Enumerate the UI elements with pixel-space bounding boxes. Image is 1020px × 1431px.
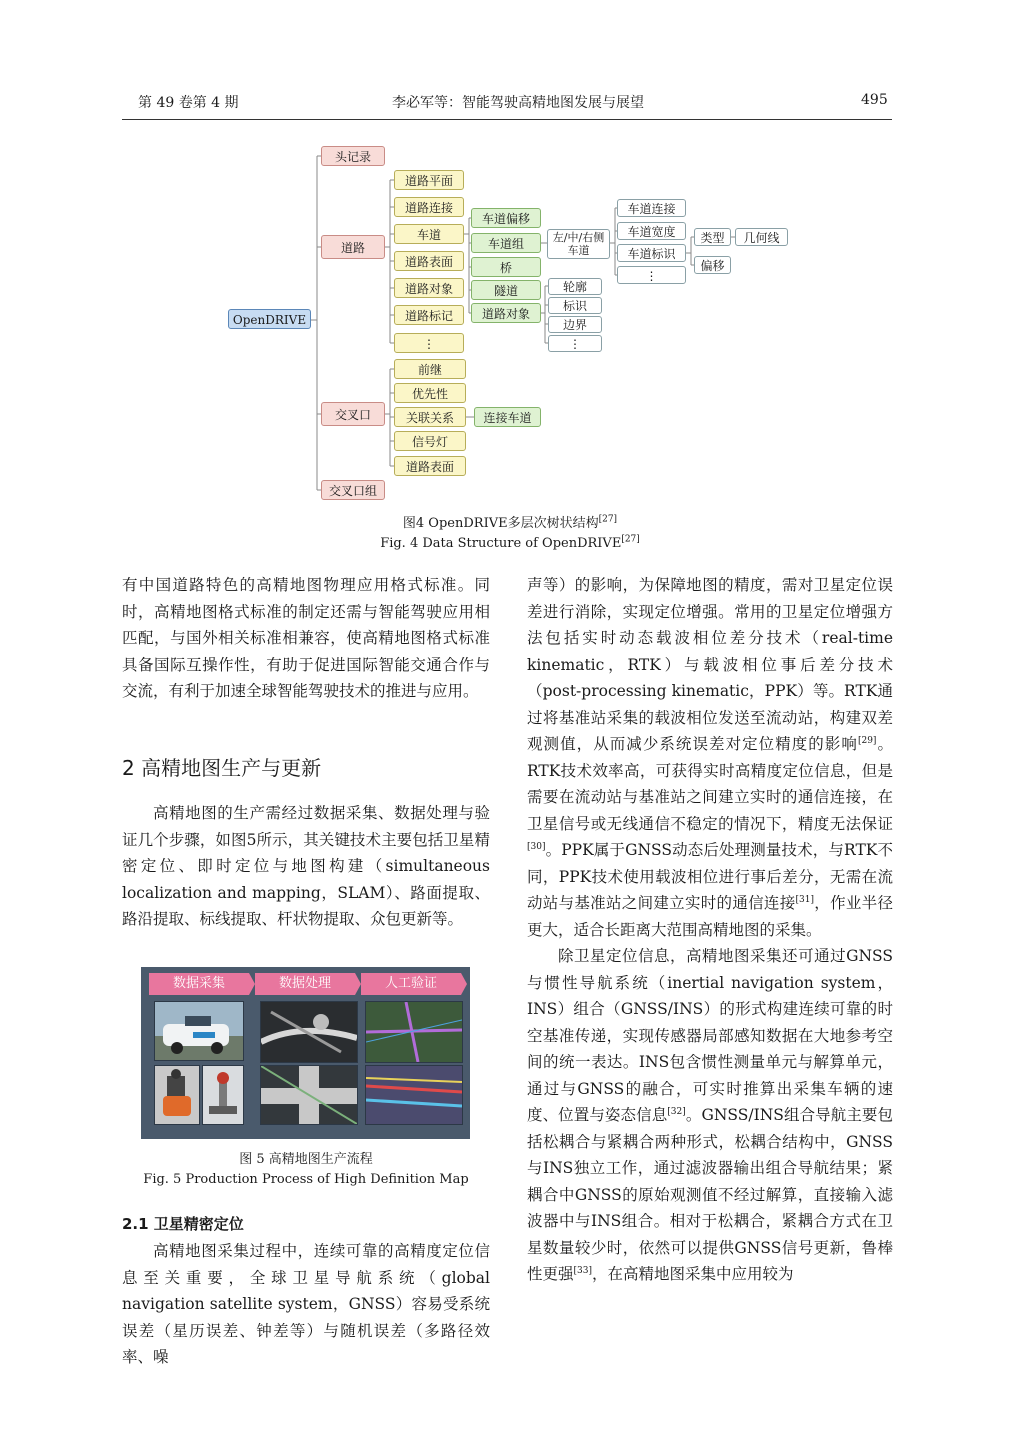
left-col-para-1 [122,572,490,705]
fig5-caption-en: Fig. 5 Production Process of High Definition Map [143,1172,469,1187]
left-para-3-text: 高精地图采集过程中，连续可靠的高精度定位信息至关重要，全球卫星导航系统（global navigation satellite system，GNSS）容易受系统误差（星历误差、钟差等）与随机误差（多路径效率、噪 [122,1242,490,1366]
right-para-1b: 。RTK技术效率高，可获得实时高精度定位信息，但是需要在流动站与基准站之间建立实时的通信连接，在卫星信号或无线通信不稳定的情况下，精度无法保证 [527,735,893,833]
photo-point-cloud-2 [260,1065,358,1125]
ref-31: [31] [795,894,814,905]
tree-node-junction: 交叉口 [321,402,385,426]
right-col-para-1 [527,572,893,1288]
opendrive-tree-diagram [0,0,1020,510]
tree-node-road-surface: 道路表面 [394,251,464,271]
tree-node-road-link: 道路连接 [394,197,464,217]
ref-33: [33] [573,1265,592,1276]
fig5-production-process [141,967,470,1139]
tree-connectors [0,0,1020,510]
tree-node-signal: 信号灯 [394,431,466,451]
fig4-caption-cn-text: 图4 OpenDRIVE多层次树状结构 [402,516,599,531]
tree-node-road: 道路 [321,235,385,259]
photo-survey-car [154,1001,244,1061]
tree-node-lane-offset: 车道偏移 [471,208,541,228]
running-title: 李必军等：智能驾驶高精地图发展与展望 [392,95,644,111]
fig4-caption-en [0,536,1020,551]
right-para-2c: ，在高精地图采集中应用较为 [592,1265,794,1283]
tree-node-opendrive: OpenDRIVE [228,309,311,329]
right-para-2a: 除卫星定位信息，高精地图采集还可通过GNSS与惯性导航系统（inertial navigation system，INS）组合（GNSS/INS）的形式构建连续可靠的时空基准传递，实现传感器局部感知数据在大地参考空间的统一表达。INS包含惯性测量单元与解算单元，通过与GNSS的融合，可实时推算出采集车辆的速度、位置与姿态信息 [527,947,893,1124]
tree-node-junction-group: 交叉口组 [321,480,385,500]
photo-mounted-sensor [202,1065,244,1125]
tree-node-road-plan: 道路平面 [394,170,464,190]
tree-node-outline: 轮廓 [548,278,602,295]
photo-point-cloud-1 [260,1001,358,1063]
section-2-heading: 2 高精地图生产与更新 [122,756,322,780]
right-para-2b: 。GNSS/INS组合导航主要包括松耦合与紧耦合两种形式，松耦合结构中，GNSS与INS独立工作，通过滤波器输出组合导航结果；紧耦合中GNSS的原始观测值不经过解算，直接输入滤波器中与INS组合。相对于松耦合，紧耦合方式在卫星数量较少时，依然可以提供GNSS信号更新，鲁棒性更强 [527,1106,893,1283]
tree-node-lane-group: 车道组 [471,233,541,253]
fig5-tab-data-collection: 数据采集 [149,973,249,995]
left-para-2-text: 高精地图的生产需经过数据采集、数据处理与验证几个步骤，如图5所示，其关键技术主要包括卫星精密定位、即时定位与地图构建（simultaneous localization and mapping，SLAM）、路面提取、路沿提取、标线提取、杆状物提取、众包更新等。 [122,804,490,928]
tree-node-header: 头记录 [321,146,385,166]
fig5-tab-data-processing: 数据处理 [255,973,355,995]
right-para-1d: ，作业半径更大，适合长距离大范围高精地图的采集。 [527,894,893,939]
journal-volume: 第 49 卷第 4 期 [138,95,239,111]
tree-node-left-center-right-lane: 左/中/右侧车道 [547,229,610,259]
right-para-1 [527,572,893,943]
tree-node-geometry-line: 几何线 [735,228,788,246]
fig5-tab-arrows [141,967,470,997]
tree-node-priority: 优先性 [394,383,466,403]
tree-node-relation: 关联关系 [394,407,466,427]
tree-node-tunnel: 隧道 [471,280,541,300]
fig4-caption-cn [0,512,1020,531]
tree-node-bridge: 桥 [471,257,541,277]
left-col-para-3 [122,1238,490,1371]
fig5-caption-cn: 图 5 高精地图生产流程 [239,1152,373,1167]
tree-node-junction-surface: 道路表面 [394,456,466,476]
tree-node-road-marking: 道路标记 [394,305,464,325]
section-2-1-heading: 2.1 卫星精密定位 [122,1215,244,1233]
tree-node-lane-road-object: 道路对象 [471,303,541,323]
left-col-para-2 [122,800,490,933]
right-para-1c: 。PPK属于GNSS动态后处理测量技术，与RTK不同，PPK技术使用载波相位进行事后差分，无需在流动站与基准站之间建立实时的通信连接 [527,841,893,912]
ref-32: [32] [667,1106,686,1117]
right-para-2 [527,943,893,1288]
tree-node-object-more: ⋮ [548,335,602,352]
tree-node-boundary: 边界 [548,316,602,333]
tree-node-road-more: ⋮ [394,333,464,353]
fig5-tab-manual-verification: 人工验证 [361,973,461,995]
tree-node-lane-mark: 车道标识 [617,244,686,262]
fig4-caption-en-text: Fig. 4 Data Structure of OpenDRIVE [380,536,622,551]
photo-map-verification-1 [365,1001,463,1063]
photo-map-verification-2 [365,1065,463,1125]
tree-node-predecessor: 前继 [394,359,466,379]
page-number: 495 [861,92,888,108]
tree-node-road-object: 道路对象 [394,278,464,298]
ref-30: [30] [527,841,546,852]
right-para-1a: 声等）的影响，为保障地图的精度，需对卫星定位误差进行消除，实现定位增强。常用的卫星定位增强方法包括实时动态载波相位差分技术（real-time kinematic，RTK）与载波相位事后差分技术（post-processing kinematic，PPK）等。RTK通过将基准站采集的载波相位发送至流动站，构建双差观测值，从而减少系统误差对定位精度的影响 [527,576,893,753]
tree-node-connecting-lane: 连接车道 [474,407,541,427]
tree-node-lane-link: 车道连接 [617,199,686,217]
tree-node-lane: 车道 [394,224,464,244]
tree-node-offset: 偏移 [694,256,731,274]
tree-node-lane-more: ⋮ [617,266,686,284]
left-para-1-text: 有中国道路特色的高精地图物理应用格式标准。同时，高精地图格式标准的制定还需与智能驾驶应用相匹配，与国外相关标准相兼容，使高精地图格式标准具备国际互操作性，有助于促进国际智能交通合作与交流，有利于加速全球智能驾驶技术的推进与应用。 [122,576,490,700]
photo-backpack-scanner [154,1065,200,1125]
fig4-ref-en: [27] [621,534,640,545]
tree-node-sign: 标识 [548,297,602,314]
ref-29: [29] [857,735,877,746]
tree-node-lane-width: 车道宽度 [617,222,686,240]
fig4-ref-cn: [27] [598,514,618,525]
tree-node-type: 类型 [694,228,731,246]
